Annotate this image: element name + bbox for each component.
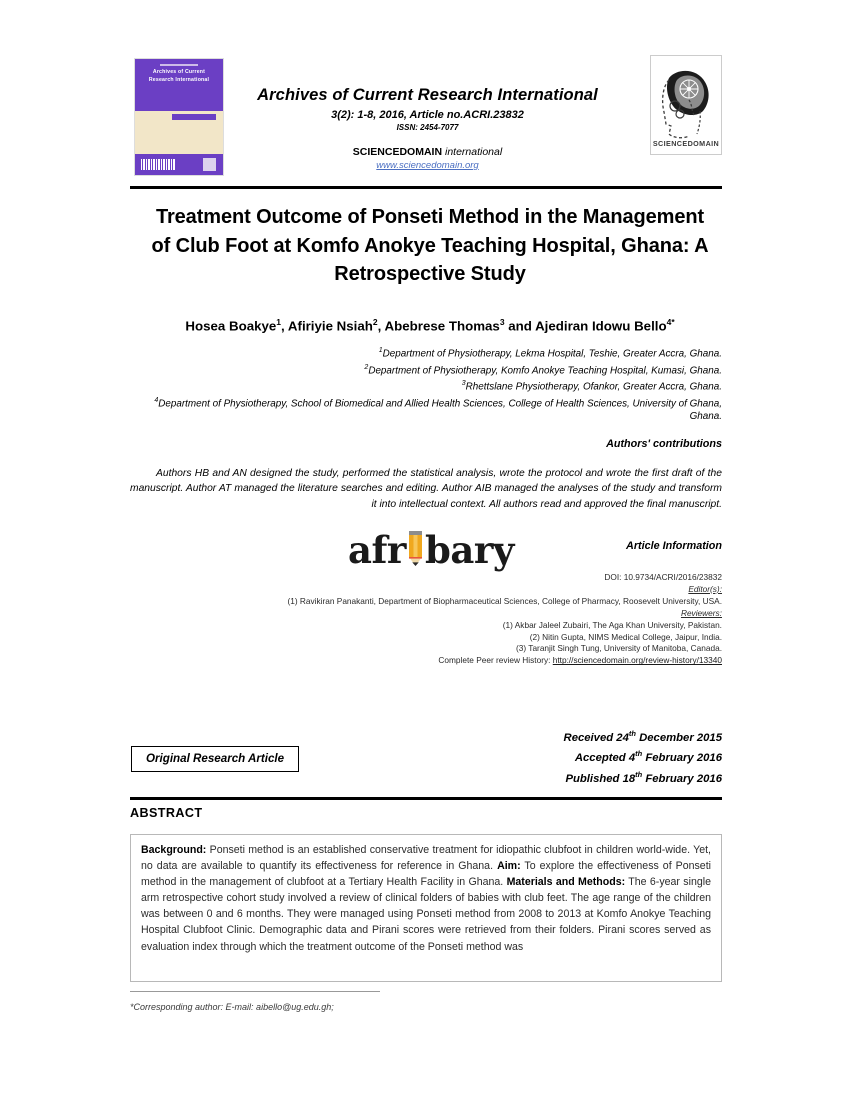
abstract-heading: ABSTRACT — [130, 806, 203, 820]
abstract-box — [130, 834, 722, 982]
published-date: Published 18th February 2016 — [565, 769, 722, 785]
reviewer-entry: (3) Taranjit Singh Tung, University of Manitoba, Canada. — [516, 643, 722, 654]
abstract-section-label: Background: — [141, 844, 207, 856]
article-information-heading: Article Information — [626, 540, 722, 552]
publisher-url-link[interactable]: www.sciencedomain.org — [376, 160, 479, 171]
abstract-section-text: To explore the effectiveness of Ponseti method in the management of clubfoot at a Tertiary Health Facility in Ghana. — [141, 860, 711, 889]
peer-review-link[interactable]: http://sciencedomain.org/review-history/13340 — [552, 655, 722, 666]
page-title: Treatment Outcome of Ponseti Method in the Management of Club Foot at Komfo Anokye Teaching Hospital, Ghana: A Retrospective Study — [151, 206, 709, 285]
abstract-section-label: Aim: — [497, 860, 521, 873]
peer-review-label: Complete Peer review History: — [438, 655, 551, 666]
footer-divider — [130, 991, 380, 992]
journal-issue-line: 3(2): 1-8, 2016, Article no.ACRI.23832 — [331, 109, 524, 121]
cover-title: Archives of Current Research International — [148, 69, 210, 83]
corresponding-author-note: *Corresponding author: E-mail: aibello@ug.edu.gh; — [130, 1002, 334, 1012]
cover-accent-bar — [172, 114, 216, 120]
publisher-label: SCIENCEDOMAIN — [352, 146, 443, 158]
cover-top-band — [135, 59, 223, 111]
received-date: Received 24th December 2015 — [563, 729, 722, 744]
journal-name: Archives of Current Research International — [257, 86, 598, 104]
brain-head-icon — [651, 56, 721, 154]
authors-contributions-heading: Authors' contributions — [606, 438, 722, 450]
cover-middle-panel — [135, 111, 223, 156]
cover-publisher-mark — [203, 158, 216, 171]
article-doi: DOI: 10.9734/ACRI/2016/23832 — [604, 572, 722, 582]
publication-dates — [430, 726, 722, 787]
publisher-suffix: international — [444, 146, 503, 158]
abstract-section-divider — [130, 797, 722, 800]
authors-list: Hosea Boakye$^1$, Afiriyie Nsiah$^2$, Abebrese Thomas$^3$ and Ajediran Idowu Bello$^{4*}$ — [185, 316, 675, 333]
authors-contributions-body: Authors HB and AN designed the study, performed the statistical analysis, wrote the protocol and wrote the first draft of the manuscript. Author AT managed the literature searches and editing. Author AIB managed the analyses of the study and transform it into intellectual context. All authors read and approved the final manuscript. — [130, 468, 722, 510]
abstract-section-label: Materials and Methods: — [506, 876, 626, 889]
masthead-divider — [130, 186, 722, 189]
article-information-body — [130, 572, 722, 667]
afribary-text-right: bary — [425, 528, 514, 572]
abstract-section-text: The 6-year single arm retrospective cohort study involved a review of clinical folders of babies with club feet. The age range of the children was between 0 and 6 months. They were managed using Ponseti method from 2008 to 2013 at Komfo Anokye Teaching Hospital Clubfoot Clinic. Demographic data and Pirani scores were retrieved from their folders. Pirani scores served as evaluation index through which the treatment outcome of the Ponseti method was — [141, 876, 711, 953]
peer-review-history — [130, 655, 722, 667]
journal-cover-thumbnail — [134, 58, 224, 176]
svg-text:SCIENCEDOMAIN: SCIENCEDOMAIN — [652, 139, 720, 148]
afribary-text-left: afr — [348, 528, 406, 572]
abstract-section-text: Ponseti method is an established conservative treatment for idiopathic clubfoot in children world-wide. Yet, no data are available to quantify its effectiveness for reference in Ghana. — [141, 844, 711, 873]
journal-issn: ISSN: 2454-7077 — [396, 123, 459, 132]
accepted-date: Accepted 4th February 2016 — [574, 749, 722, 765]
title-block — [150, 203, 710, 335]
affiliations: $^1$Department of Physiotherapy, Lekma Hospital, Teshie, Greater Accra, Ghana. $^2$Department of Physiotherapy, Komfo Anokye Teaching Hospital, Kumasi, Ghana. $^3$Rhettslane Physiotherapy, Ofankor, Greater Accra, Ghana. $^4$Department of Physiotherapy, School of Biomedical and Allied Health Sciences, College of Health Sciences, University of Ghana, Ghana. — [154, 347, 722, 422]
barcode-icon — [141, 159, 175, 170]
reviewer-entry: (2) Nitin Gupta, NIMS Medical College, Jaipur, India. — [529, 631, 722, 642]
abstract-text — [131, 835, 721, 955]
editors-label: Editor(s): — [688, 583, 722, 594]
sciencedomain-brain-logo — [650, 55, 722, 155]
editor-entry: (1) Ravikiran Panakanti, Department of Biopharmaceutical Sciences, College of Pharmacy, Roosevelt University, USA. — [287, 595, 722, 606]
publisher-name — [235, 145, 620, 159]
cover-rule — [160, 64, 198, 66]
reviewers-label: Reviewers: — [680, 607, 722, 618]
article-type-badge: Original Research Article — [131, 746, 299, 772]
reviewer-entry: (1) Akbar Jaleel Zubairi, The Aga Khan University, Pakistan. — [502, 619, 722, 630]
cover-bottom-band — [135, 154, 223, 175]
masthead-center — [235, 85, 620, 171]
masthead — [130, 55, 722, 183]
